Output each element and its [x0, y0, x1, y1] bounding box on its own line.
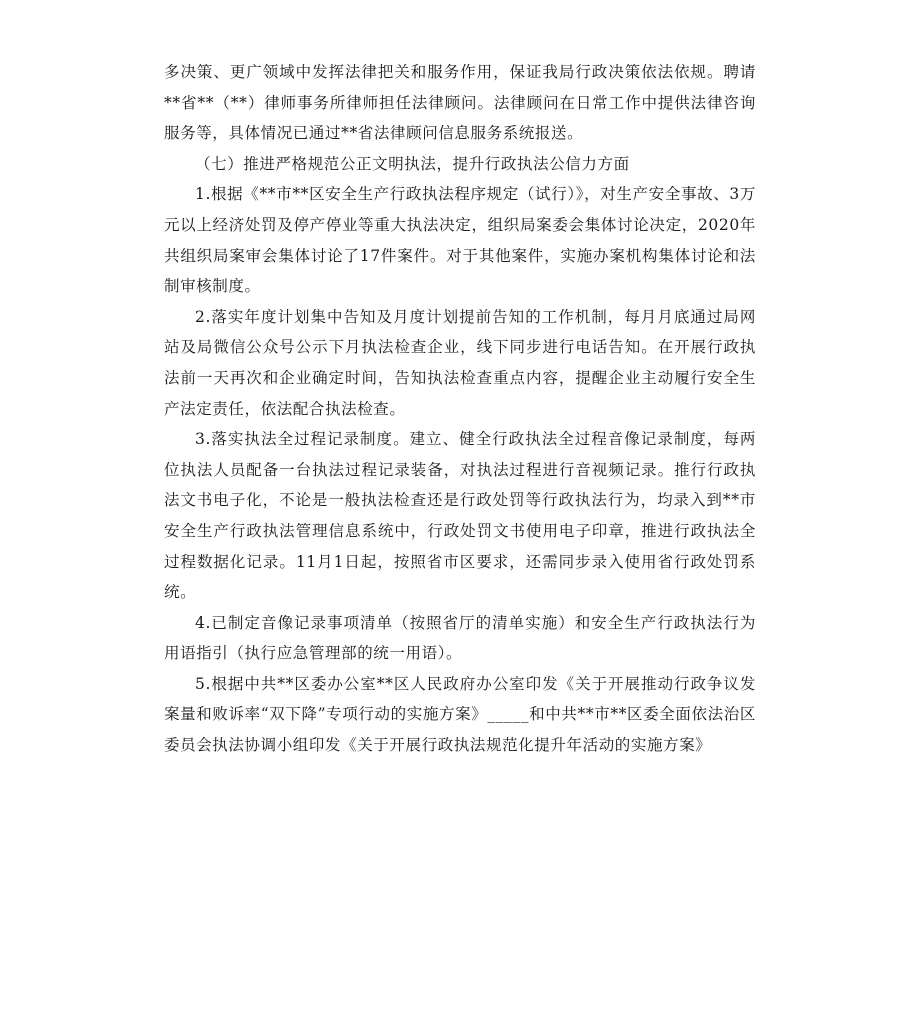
paragraph-item-4: 4.已制定音像记录事项清单（按照省厅的清单实施）和安全生产行政执法行为用语指引（执行应急管理部的统一用语）。 [164, 613, 756, 663]
paragraph-legal-counsel: 多决策、更广领域中发挥法律把关和服务作用，保证我局行政决策依法依规。聘请**省**（**）律师事务所律师担任法律顾问。法律顾问在日常工作中提供法律咨询服务等，具体情况已通过**省法律顾问信息服务系统报送。 [164, 63, 756, 143]
paragraph-item-3: 3.落实执法全过程记录制度。建立、健全行政执法全过程音像记录制度，每两位执法人员配备一台执法过程记录装备，对执法过程进行音视频记录。推行行政执法文书电子化，不论是一般执法检查还是行政处罚等行政执法行为，均录入到**市安全生产行政执法管理信息系统中，行政处罚文书使用电子印章，推进行政执法全过程数据化记录。11月1日起，按照省市区要求，还需同步录入使用省行政处罚系统。 [164, 430, 756, 602]
section-heading-seven: （七）推进严格规范公正文明执法，提升行政执法公信力方面 [195, 154, 630, 173]
document-body [164, 57, 756, 761]
paragraph-item-1: 1.根据《**市**区安全生产行政执法程序规定（试行）》，对生产安全事故、3万元以上经济处罚及停产停业等重大执法决定，组织局案委会集体讨论决定，2020年共组织局案审会集体讨论了17件案件。对于其他案件，实施办案机构集体讨论和法制审核制度。 [164, 185, 756, 296]
paragraph-item-5: 5.根据中共**区委办公室**区人民政府办公室印发《关于开展推动行政争议发案量和败诉率“双下降”专项行动的实施方案》_____和中共**市**区委全面依法治区委员会执法协调小组印发《关于开展行政执法规范化提升年活动的实施方案》 [164, 674, 756, 755]
paragraph-item-2: 2.落实年度计划集中告知及月度计划提前告知的工作机制，每月月底通过局网站及局微信公众号公示下月执法检查企业，线下同步进行电话告知。在开展行政执法前一天再次和企业确定时间，告知执法检查重点内容，提醒企业主动履行安全生产法定责任，依法配合执法检查。 [164, 307, 756, 418]
